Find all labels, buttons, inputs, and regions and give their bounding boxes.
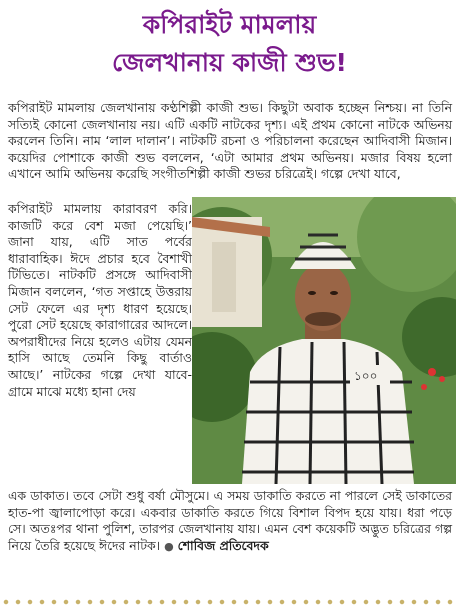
headline-line-2: জেলখানায় কাজী শুভ! xyxy=(112,48,347,77)
article-intro xyxy=(8,100,452,183)
column-paragraph: কপিরাইট মামলায় কারাবরণ করি। কাজটি করে বেশ মজা পেয়েছি।’ জানা যায়, এটি সাত পর্বের ধারাবাহিক। ঈদে প্রচার হবে বৈশাখী টিভিতে। নাটকটি প্রসঙ্গে আদিবাসী মিজান বললেন, ‘গত সপ্তাহে উত্তরায় সেট ফেলে এর দৃশ্য ধারণ হয়েছে। পুরো সেট হয়েছে কারাগারের আদলে। অপরাধীদের নিয়ে হলেও এটায় যেমন হাসি আছে তেমনি কিছু বার্তাও আছে।’ নাটকের গল্পে দেখা যাবে- গ্রামে মাঝে মধ্যে হানা দেয় xyxy=(8,201,192,399)
conclusion-text: এক ডাকাত। তবে সেটা শুধু বর্ষা মৌসুমে। এ সময় ডাকাতি করতে না পারলে সেই ডাকাতের হাত-পা জ্বালাপোড়া করে। একবার ডাকাতি করতে গিয়ে বিশাল বিপদ হয়ে যায়। ধরা পড়ে সে। অতঃপর থানা পুলিশ, তারপর জেলখানায় যায়। এমন বেশ কয়েকটি অদ্ভুত চরিত্রের গল্প নিয়ে তৈরি হয়েছে ঈদের নাটক। xyxy=(8,488,452,553)
prisoner-number-text: ১০০ xyxy=(354,369,378,383)
article-headline xyxy=(0,8,459,80)
article-column xyxy=(8,201,192,400)
footer-dot-border xyxy=(0,597,459,607)
prisoner-photo-illustration xyxy=(192,197,456,484)
byline: শোবিজ প্রতিবেদক xyxy=(177,537,269,553)
conclusion-paragraph xyxy=(8,488,452,555)
article-conclusion xyxy=(8,488,452,555)
byline-bullet: ● xyxy=(164,539,174,553)
headline-line-1: কপিরাইট মামলায় xyxy=(142,10,317,39)
intro-paragraph: কপিরাইট মামলায় জেলখানায় কণ্ঠশিল্পী কাজী শুভ। কিছুটা অবাক হচ্ছেন নিশ্চয়। না তিনি সত্যিই কোনো জেলখানায় নয়। এটি একটি নাটকের দৃশ্য। এই প্রথম কোনো নাটকে অভিনয় করলেন তিনি। নাম ‘লাল দালান’। নাটকটি রচনা ও পরিচালনা করেছেন আদিবাসী মিজান। কয়েদির পোশাকে কাজী শুভ বললেন, ‘এটা আমার প্রথম অভিনয়। মজার বিষয় হলো এখানে আমি অভিনয় করেছি সংগীতশিল্পী কাজী শুভর চরিত্রেই। গল্পে দেখা যাবে, xyxy=(8,100,452,182)
article-photo xyxy=(192,197,456,484)
